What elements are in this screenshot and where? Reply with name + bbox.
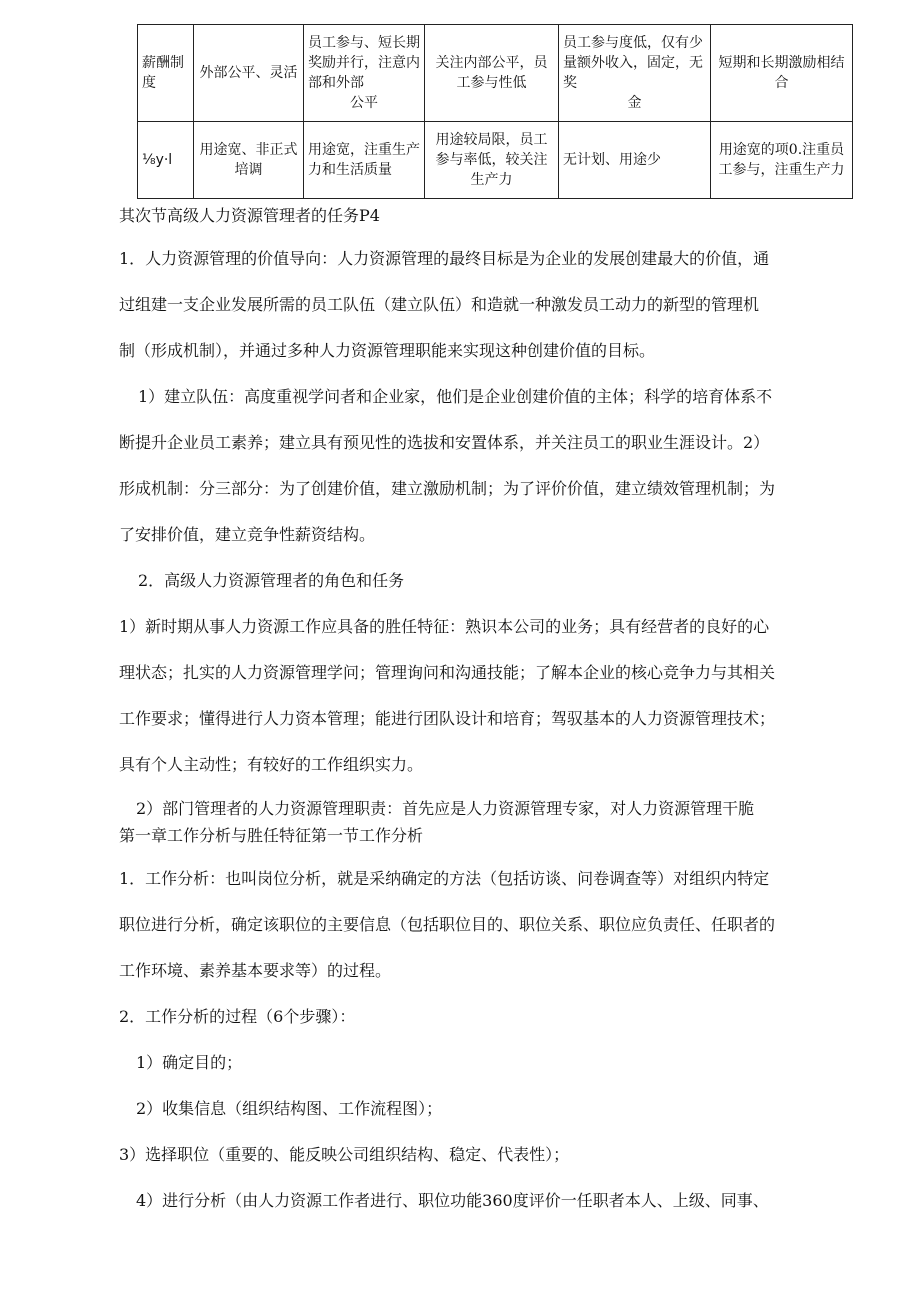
paragraph-line: 工作环境、素养基本要求等）的过程。 [119,961,392,980]
comparison-table [137,24,853,199]
cell-line: 员工参与、短长期奖励并行，注意内部和外部 [308,35,420,91]
paragraph-line: 过组建一支企业发展所需的员工队伍（建立队伍）和造就一种激发员工动力的新型的管理机 [119,295,760,314]
table-row [138,122,853,199]
paragraph-line: 具有个人主动性；有较好的工作组织实力。 [119,755,424,774]
list-item: 1）确定目的； [136,1053,243,1072]
paragraph-line: 断提升企业员工素养；建立具有预见性的选拔和安置体系，并关注员工的职业生涯设计。2） [119,433,770,452]
table-cell [559,25,711,122]
table-row [138,25,853,122]
table-cell: 用途较局限，员工参与率低，较关注生产力 [425,122,559,199]
cell-line: 公平 [350,95,378,111]
table-cell: 短期和长期激励相结合 [711,25,853,122]
paragraph-line: 形成机制：分三部分：为了创建价值，建立激励机制；为了评价价值，建立绩效管理机制；为 [119,479,776,498]
paragraph-line: 2）部门管理者的人力资源管理职责：首先应是人力资源管理专家，对人力资源管理干脆 [136,799,755,818]
list-item: 3）选择职位（重要的、能反映公司组织结构、稳定、代表性）； [119,1145,570,1164]
paragraph-line: 1．工作分析：也叫岗位分析，就是采纳确定的方法（包括访谈、问卷调查等）对组织内特定 [119,869,770,888]
table-cell [304,25,425,122]
section-heading: 其次节高级人力资源管理者的任务P4 [119,206,380,225]
table-cell: 薪酬制度 [138,25,194,122]
table-cell: 无计划、用途少 [559,122,711,199]
paragraph-line: 1）新时期从事人力资源工作应具备的胜任特征：熟识本公司的业务；具有经营者的良好的心 [119,617,770,636]
paragraph-line: 理状态；扎实的人力资源管理学问；管理询问和沟通技能；了解本企业的核心竞争力与其相关 [119,663,776,682]
table-cell: 用途宽的项0.注重员工参与，注重生产力 [711,122,853,199]
paragraph-line: 了安排价值，建立竞争性薪资结构。 [119,525,376,544]
table-cell: 关注内部公平，员工参与性低 [425,25,559,122]
paragraph-line: 2．高级人力资源管理者的角色和任务 [138,571,405,590]
cell-line: 员工参与度低，仅有少量额外收入，固定，无奖 [563,35,703,91]
paragraph-line: 职位进行分析，确定该职位的主要信息（包括职位目的、职位关系、职位应负责任、任职者的 [119,915,776,934]
table-cell: ⅛y·l [138,122,194,199]
list-item: 4）进行分析（由人力资源工作者进行、职位功能360度评价一任职者本人、上级、同事、 [136,1191,769,1210]
table-cell: 外部公平、灵活 [194,25,304,122]
cell-line: 金 [627,95,642,111]
list-item: 2）收集信息（组织结构图、工作流程图）； [136,1099,443,1118]
table-cell: 用途宽、非正式培调 [194,122,304,199]
paragraph-line: 制（形成机制），并通过多种人力资源管理职能来实现这种创建价值的目标。 [119,341,656,360]
paragraph-line: 2．工作分析的过程（6个步骤）： [119,1007,356,1026]
paragraph-line: 工作要求；懂得进行人力资本管理；能进行团队设计和培育；驾驭基本的人力资源管理技术； [119,709,776,728]
table-cell: 用途宽，注重生产力和生活质量 [304,122,425,199]
paragraph-line: 1．人力资源管理的价值导向：人力资源管理的最终目标是为企业的发展创建最大的价值，通 [119,249,770,268]
paragraph-line: 1）建立队伍：高度重视学问者和企业家，他们是企业创建价值的主体；科学的培育体系不 [138,387,773,406]
chapter-heading: 第一章工作分析与胜任特征第一节工作分析 [119,826,424,845]
